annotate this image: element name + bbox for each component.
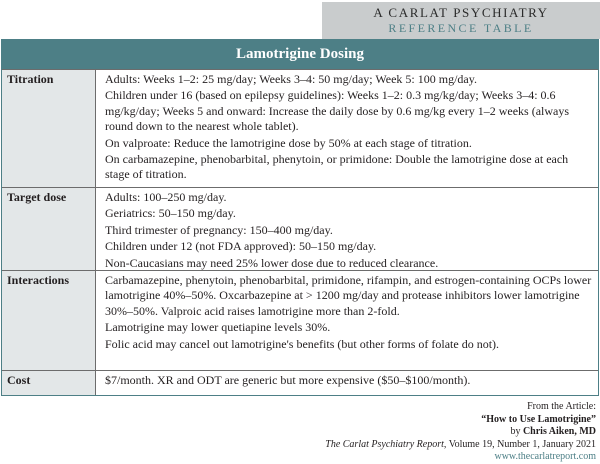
content-line: Third trimester of pregnancy: 150–400 mg/day. — [105, 222, 333, 237]
content-line: Geriatrics: 50–150 mg/day. — [105, 206, 236, 221]
citation-url[interactable]: www.thecarlatreport.com — [494, 451, 596, 462]
content-line: On valproate: Reduce the lamotrigine dose by 50% at each stage of titration. — [105, 135, 472, 150]
content-line: Non-Caucasians may need 25% lower dose due to reduced clearance. — [105, 255, 439, 270]
row-content — [96, 271, 598, 370]
row-content — [96, 70, 598, 187]
row-content — [96, 371, 598, 395]
citation-article-title: “How to Use Lamotrigine” — [481, 413, 596, 425]
citation-journal: The Carlat Psychiatry Report — [325, 438, 444, 450]
content-line: Children under 12 (not FDA approved): 50–150 mg/day. — [105, 239, 377, 254]
content-line: $7/month. XR and ODT are generic but more expensive ($50–$100/month). — [105, 373, 471, 387]
table-title: Lamotrigine Dosing — [2, 40, 598, 69]
citation-author: Chris Aiken, MD — [522, 426, 596, 437]
row-content — [96, 188, 598, 270]
reference-table-banner — [322, 2, 600, 39]
citation-volume: , Volume 19, Number 1, January 2021 — [443, 438, 596, 450]
table-row-titration — [2, 69, 598, 187]
article-citation — [325, 401, 596, 464]
citation-by: by — [510, 426, 521, 437]
banner-publisher: A CARLAT PSYCHIATRY — [373, 5, 549, 20]
content-line: Adults: 100–250 mg/day. — [105, 190, 227, 204]
row-label: Target dose — [2, 188, 96, 270]
row-label: Interactions — [2, 271, 96, 370]
content-line: Carbamazepine, phenytoin, phenobarbital, primidone, rifampin, and estrogen-containing OCPs lower lamotrigine 40%–50%. Oxcarbazepine at > 1200 mg/day and protease inhibitors lower lamotrigine 30%–50%. Valproic acid raises lamotrigine more than 2-fold. — [105, 273, 592, 318]
content-line: Folic acid may cancel out lamotrigine's benefits (but other forms of folate do not). — [105, 336, 500, 351]
content-line: Adults: Weeks 1–2: 25 mg/day; Weeks 3–4: 50 mg/day; Week 5: 100 mg/day. — [105, 72, 477, 86]
content-line: Lamotrigine may lower quetiapine levels 30%. — [105, 320, 331, 335]
banner-subtitle: REFERENCE TABLE — [388, 21, 534, 35]
table-row-target-dose — [2, 187, 598, 270]
content-line: On carbamazepine, phenobarbital, phenytoin, or primidone: Double the lamotrigine dose at each stage of titration. — [105, 152, 569, 182]
dosing-table — [1, 39, 599, 396]
row-label: Cost — [2, 371, 96, 395]
content-line: Children under 16 (based on epilepsy guidelines): Weeks 1–2: 0.3 mg/kg/day; Weeks 3–4: 0.6 mg/kg/day; Weeks 5 and onward: Increase the daily dose by 0.6 mg/kg every 1–2 weeks (always round down to the nearest whole tablet). — [105, 88, 570, 134]
citation-from: From the Article: — [527, 401, 596, 412]
table-row-interactions — [2, 270, 598, 370]
row-label: Titration — [2, 70, 96, 187]
table-row-cost — [2, 370, 598, 395]
